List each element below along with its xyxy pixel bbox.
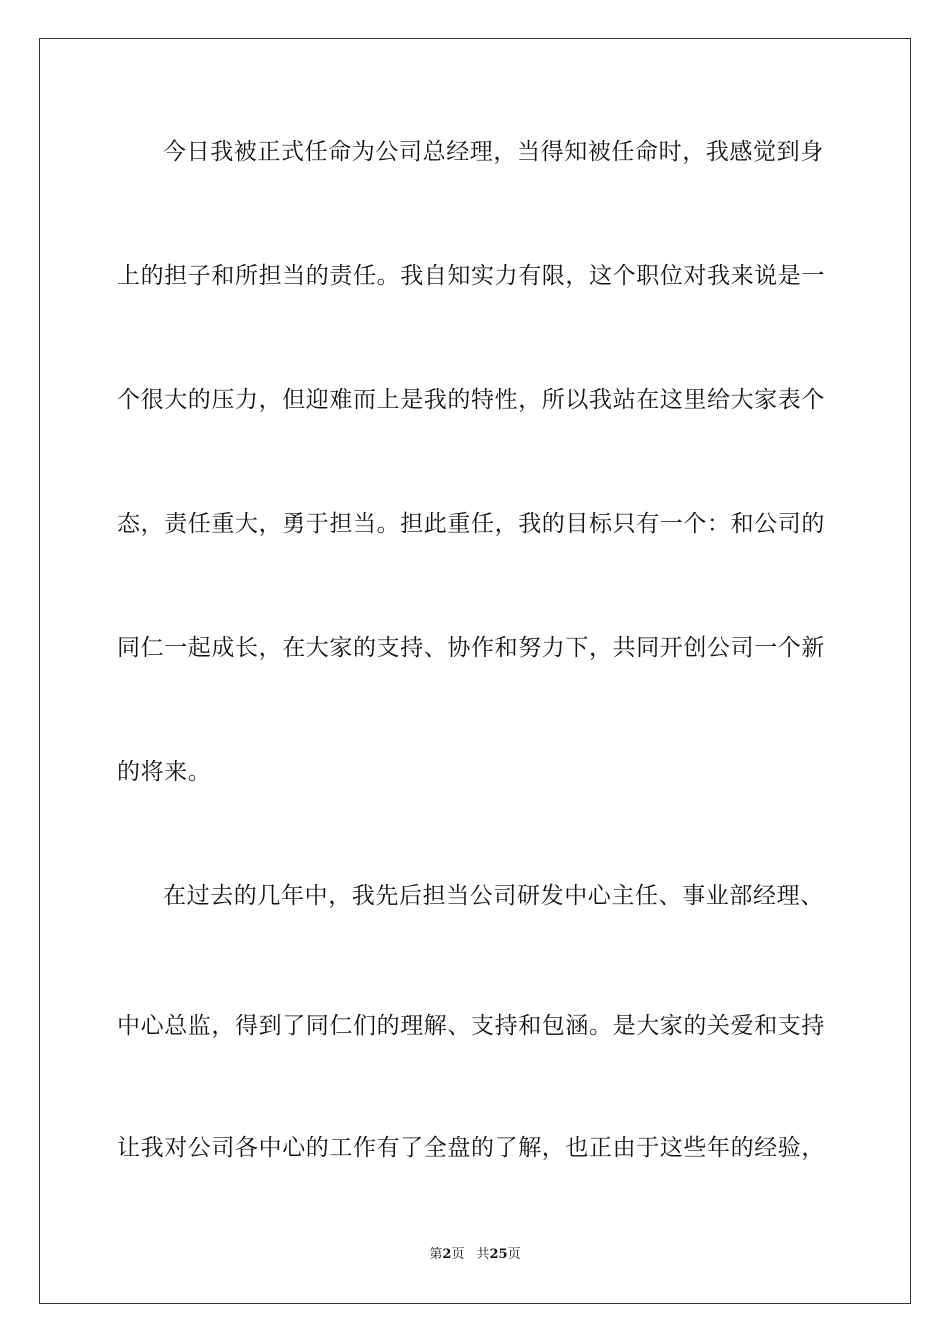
paragraph-2-line-1: 在过去的几年中，我先后担当公司研发中心主任、事业部经理、 — [163, 883, 824, 909]
page-suffix: 页 — [451, 1247, 465, 1262]
paragraph-1-line-3: 个很大的压力，但迎难而上是我的特性，所以我站在这里给大家表个 — [117, 387, 825, 413]
paragraph-2-line-3: 让我对公司各中心的工作有了全盘的了解，也正由于这些年的经验， — [117, 1135, 825, 1161]
total-prefix: 共 — [476, 1247, 490, 1262]
paragraph-1-line-1: 今日我被正式任命为公司总经理，当得知被任命时，我感觉到身 — [163, 139, 824, 165]
page-prefix: 第 — [429, 1247, 443, 1262]
paragraph-1-line-2: 上的担子和所担当的责任。我自知实力有限，这个职位对我来说是一 — [117, 263, 825, 289]
paragraph-2-line-2: 中心总监，得到了同仁们的理解、支持和包涵。是大家的关爱和支持 — [117, 1013, 825, 1039]
page-border — [39, 38, 911, 1304]
page-number: 2 — [442, 1247, 452, 1262]
total-pages: 25 — [489, 1247, 508, 1262]
total-suffix: 页 — [507, 1247, 521, 1262]
paragraph-1-line-5: 同仁一起成长，在大家的支持、协作和努力下，共同开创公司一个新 — [117, 635, 825, 661]
paragraph-1-line-6: 的将来。 — [117, 759, 212, 785]
paragraph-1-line-4: 态，责任重大，勇于担当。担此重任，我的目标只有一个：和公司的 — [117, 511, 825, 537]
page-footer — [0, 1246, 950, 1264]
